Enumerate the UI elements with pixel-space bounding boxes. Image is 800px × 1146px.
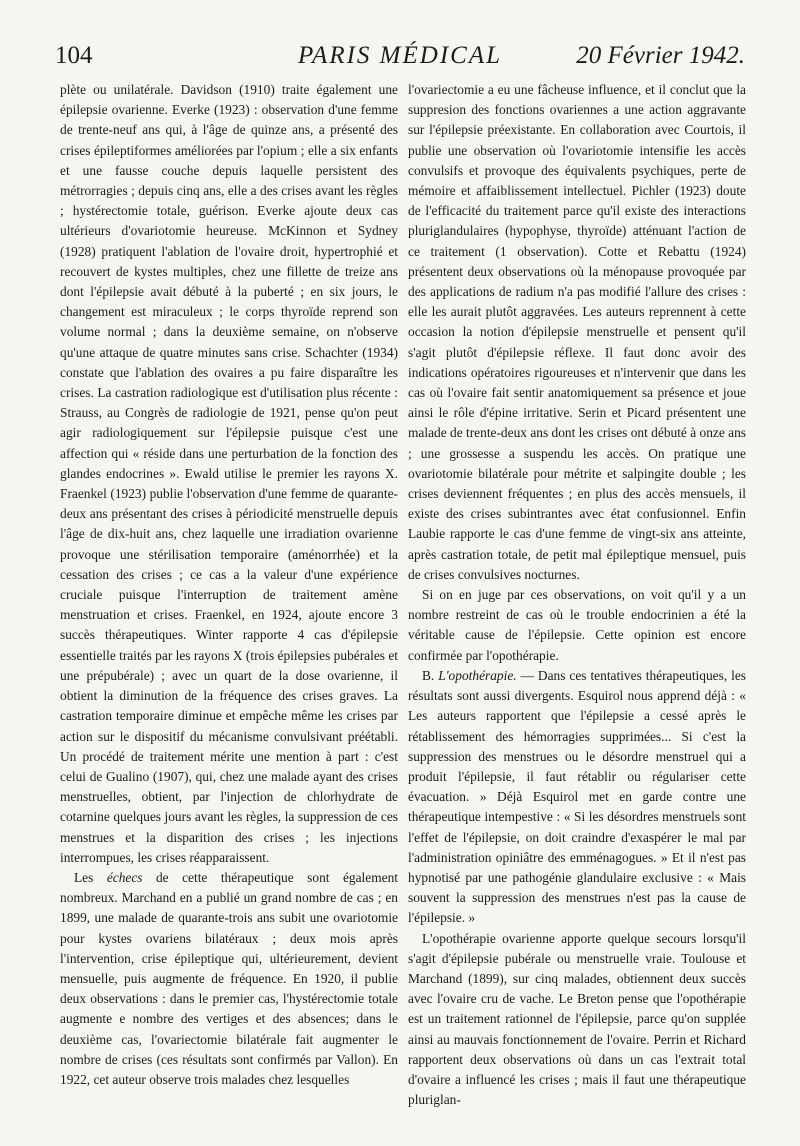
journal-title: PARIS MÉDICAL bbox=[298, 42, 502, 69]
italic-heading: L'opothérapie. bbox=[438, 667, 517, 683]
italic-term: échecs bbox=[106, 869, 143, 885]
paragraph: l'ovariectomie a eu une fâcheuse influence, et il conclut que la suppresion des fonctions ovariennes a une action aggravante sur l'épilepsie préexistante. En collaboration avec Courtois, il publie une observation où l'ovariotomie intensifie les accès convulsifs et provoque des équivalents psychiques, perte de mémoire et affaiblissement intellectuel. Pichler (1923) doute de l'efficacité du traitement parce qu'il existe des interactions pluriglandulaires (hypophyse, thyroïde) atténuant l'action de ce traitement (1 observation). Cotte et Rebattu (1924) présentent deux observations où la ménopause provoquée par des applications de radium n'a pas modifié l'allure des crises : elle les aurait plutôt aggravées. Les auteurs reprennent à cette occasion la notion d'épilepsie menstruelle et pensent qu'il s'agit plutôt d'épilepsie réflexe. Il faut donc avoir des indications opératoires rigoureuses et n'intervenir que dans les cas où l'ovaire fait sentir anatomiquement sa présence et joue ainsi le rôle d'épine irritative. Serin et Picard présentent une malade de trente-deux ans dont les crises ont débuté à onze ans ; une grossesse a suspendu les accès. On pratique une ovariotomie bilatérale pour métrite et salpingite double ; les crises deviennent fréquentes ; en plus des accès mensuels, il existe des crises subintrantes avec état confusionnel. Enfin Laubie rapporte le cas d'une femme de vingt-six ans atteinte, après castration totale, de petit mal épileptique mensuel, puis de crises convulsives nocturnes. bbox=[408, 82, 746, 582]
paragraph bbox=[60, 868, 398, 1090]
running-header bbox=[55, 42, 745, 76]
left-column bbox=[60, 80, 398, 1132]
text-run: de cette thérapeutique sont également nombreux. Marchand en a publié un grand nombre de cas ; en 1899, une malade de quarante-trois ans subit une ovariotomie pour kystes ovariens bilatéraux ; deux mois après l'intervention, crise épileptique qui, ultérieurement, devient mensuelle, puis augmente de fréquence. En 1920, il publie deux observations : dans le premier cas, l'hystérectomie totale augmente e nombre des vertiges et des absences; dans le deuxième cas, l'ovariectomie bilatérale fait augmenter le nombre de crises (ces résultats sont confirmés par Vallon). En 1922, cet auteur observe trois malades chez lesquelles bbox=[60, 869, 398, 1087]
issue-date: 20 Février 1942. bbox=[576, 42, 745, 69]
text-run: Les bbox=[74, 869, 107, 885]
paragraph: L'opothérapie ovarienne apporte quelque secours lorsqu'il s'agit d'épilepsie pubérale ou menstruelle vraie. Toulouse et Marchand (1899), sur cinq malades, obtiennent deux succès avec l'ovaire cru de vache. Le Breton pense que l'opothérapie est un traitement rationnel de l'épilepsie, parce qu'on supplée ainsi au mauvais fonctionnement de l'ovaire. Perrin et Richard rapportent deux observations où dans un cas l'extrait total d'ovaire a influencé les crises ; mais il faut une thérapeutique pluriglan- bbox=[408, 930, 746, 1108]
paragraph: Si on en juge par ces observations, on voit qu'il y a un nombre restreint de cas où le trouble endocrinien a été la véritable cause de l'épilepsie. Cette opinion est encore confirmée par l'opothérapie. bbox=[408, 587, 746, 663]
text-run: — Dans ces tentatives thérapeutiques, les résultats sont aussi divergents. Esquirol nous apprend déjà : « Les auteurs rapportent que l'épilepsie a cessé après le rétablissement des hémorragies supprimées... Si c'est la suppression des menstrues ou le désordre menstruel qui a produit l'épilepsie, il faut rétablir ou régulariser cette évacuation. » Déjà Esquirol met en garde contre une thérapeutique intempestive : « Si les désordres menstruels sont l'effet de l'épilepsie, on doit craindre d'exaspérer le mal par l'administration opiniâtre des emménagogues. » Et il n'est pas hypnotisé par une pathogénie glandulaire exclusive : « Mais souvent la suppression des menstrues n'est pas la cause de l'épilepsie. » bbox=[408, 667, 746, 926]
page-number: 104 bbox=[55, 42, 93, 69]
paragraph: plète ou unilatérale. Davidson (1910) traite également une épilepsie ovarienne. Everke (1923) : observation d'une femme de trente-neuf ans qui, à l'âge de quinze ans, a présenté des crises épileptiformes améliorées par l'opium ; elle a six enfants et une fausse couche depuis laquelle persistent des métrorragies ; depuis cinq ans, elle a des crises avant les règles ; hystérectomie totale, guérison. Everke ajoute deux cas ultérieurs d'ovariotomie heureuse. McKinnon et Sydney (1928) pratiquent l'ablation de l'ovaire droit, hypertrophié et recouvert de kystes multiples, chez une fillette de treize ans dont l'épilepsie avait débuté à la puberté ; en six jours, le changement est miraculeux ; le corps thyroïde reprend son volume normal ; dans la deuxième semaine, on n'observe qu'une attaque de quatre minutes sans crise. Schachter (1934) constate que l'ablation des ovaires a pu faire disparaître les crises. La castration radiologique est d'utilisation plus récente : Strauss, au Congrès de radiologie de 1921, pense qu'on peut agir radiologiquement sur l'épilepsie puisque c'est une affection qui « réside dans une perturbation de la fonction des glandes endocrines ». Ewald utilise le premier les rayons X. Fraenkel (1923) publie l'observation d'une femme de quarante-deux ans présentant des crises à périodicité menstruelle depuis l'âge de dix-huit ans, chez laquelle une irradiation ovarienne provoque une stérilisation temporaire (aménorrhée) et la cessation des crises ; ce cas a la valeur d'une expérience cruciale puisque l'interruption de traitement amène menstruation et crises. Fraenkel, en 1924, ajoute encore 3 succès thérapeutiques. Winter rapporte 4 cas d'épilepsie essentielle traités par les rayons X (trois épilepsies pubérales et une prépubérale) ; avec un quart de la dose ovarienne, il obtient la diminution de la fréquence des crises graves. La castration temporaire diminue et empêche même les crises par action sur le dispositif du mécanisme convulsivant préétabli. Un procédé de traitement mérite une mention à part : c'est celui de Gualino (1907), qui, chez une malade ayant des crises menstruelles, obtient, par l'injection de chlorhydrate de cotarnine quelques jours avant les règles, la suppression de ces menstrues et la disparition des crises ; les injections interrompues, les crises réapparaissent. bbox=[60, 82, 398, 865]
text-run: B. bbox=[422, 667, 439, 683]
paragraph bbox=[408, 666, 746, 929]
right-column bbox=[408, 80, 746, 1132]
